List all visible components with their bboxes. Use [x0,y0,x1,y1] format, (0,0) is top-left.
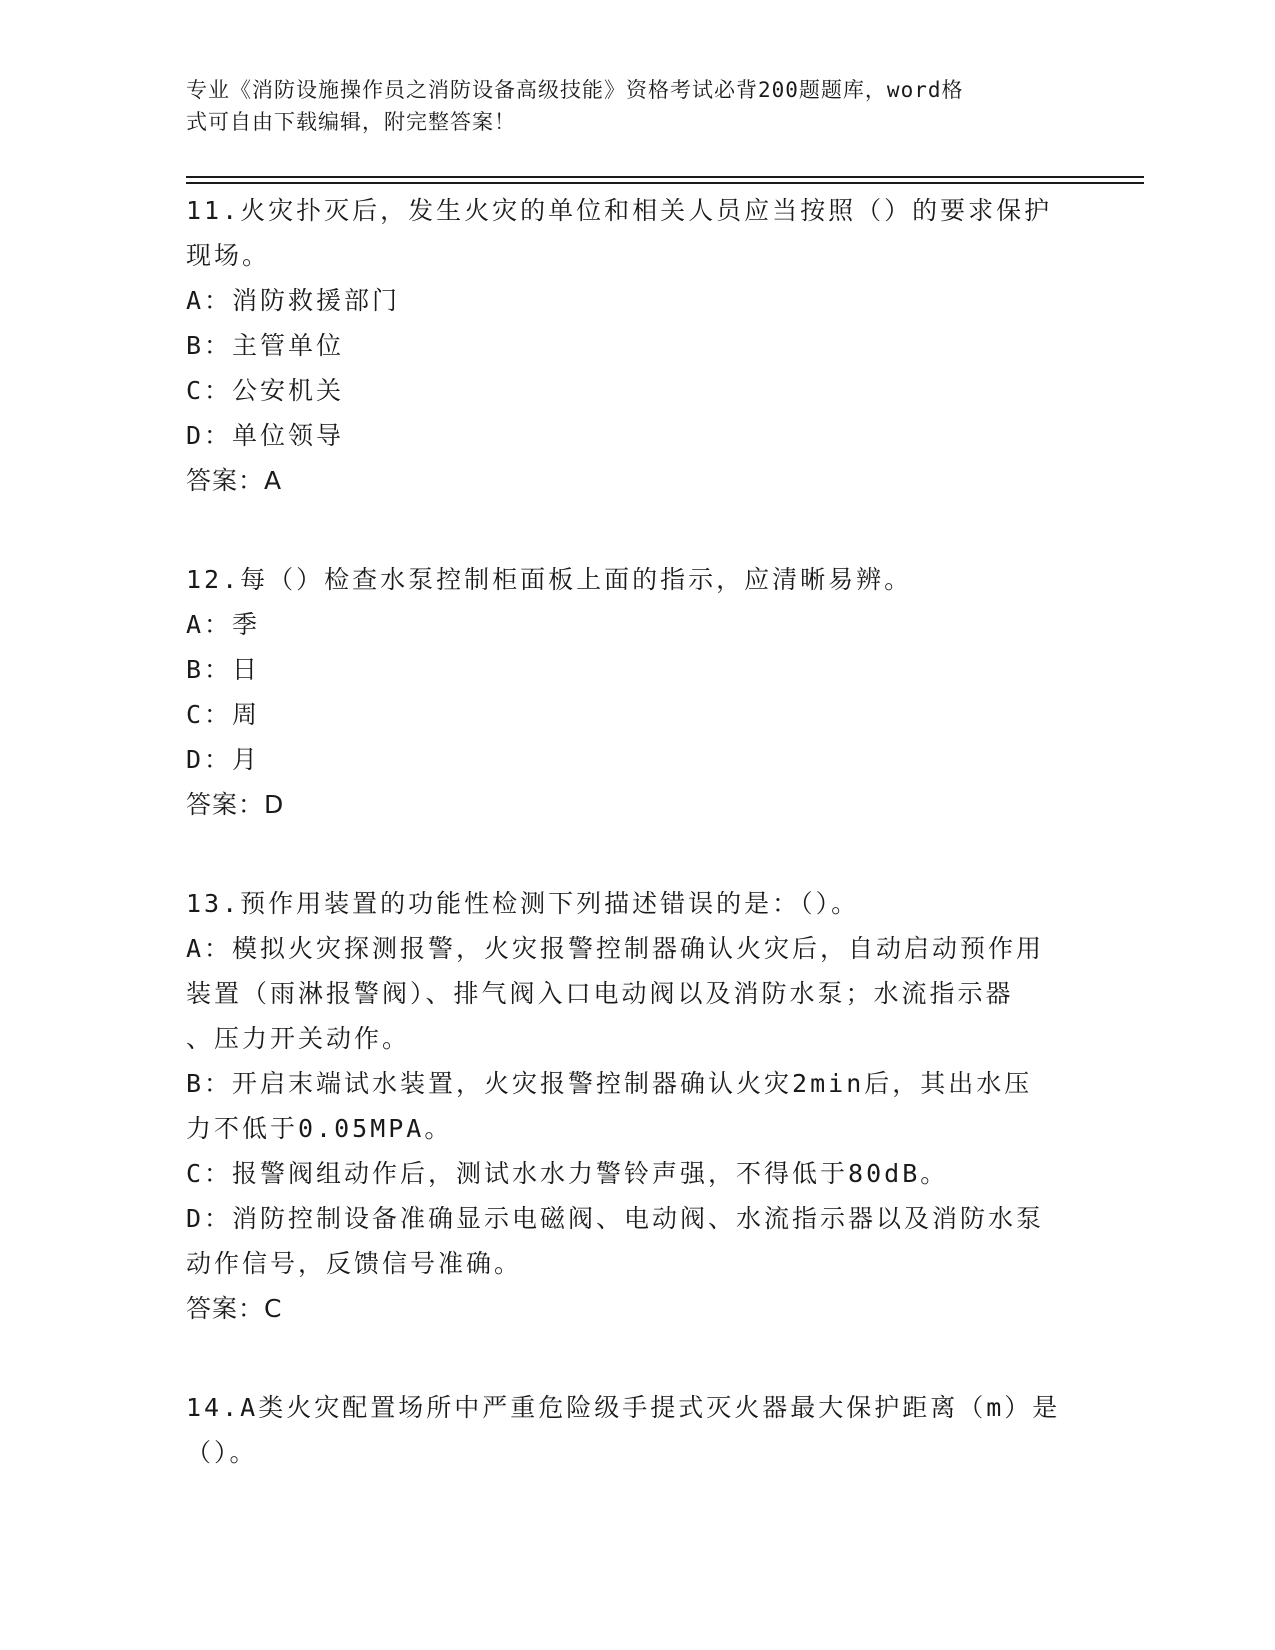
question-stem-line: 现场。 [186,241,271,270]
question-12 [186,557,1086,827]
answer-line: 答案：A [186,466,283,495]
option-b: B：日 [186,655,261,684]
document-header [186,74,1086,138]
option-a: A：消防救援部门 [186,286,401,315]
option-d: D：消防控制设备准确显示电磁阀、电动阀、水流指示器以及消防水泵 动作信号，反馈信号准确。 [186,1204,1045,1278]
header-divider-bottom [186,182,1144,184]
option-c: C：公安机关 [186,376,345,405]
question-stem-line: 13.预作用装置的功能性检测下列描述错误的是：（）。 [186,889,860,918]
question-13 [186,881,1086,1331]
option-c: C：报警阀组动作后，测试水水力警铃声强，不得低于80dB。 [186,1159,949,1188]
option-d: D：单位领导 [186,421,345,450]
answer-line: 答案：C [186,1294,283,1323]
option-c: C：周 [186,700,261,729]
question-stem-line: （）。 [186,1438,258,1467]
header-line-2: 式可自由下载编辑，附完整答案！ [186,110,516,134]
option-a: A：模拟火灾探测报警，火灾报警控制器确认火灾后，自动启动预作用 装置（雨淋报警阀）、排气阀入口电动阀以及消防水泵；水流指示器 、压力开关动作。 [186,934,1045,1053]
option-d: D：月 [186,745,261,774]
question-11 [186,188,1086,503]
header-line-1: 专业《消防设施操作员之消防设备高级技能》资格考试必背200题题库，word格 [186,78,964,102]
option-b: B：主管单位 [186,331,345,360]
question-stem-line: 14.A类火灾配置场所中严重危险级手提式灭火器最大保护距离（m）是 [186,1393,1061,1422]
question-stem-line: 12.每（）检查水泵控制柜面板上面的指示，应清晰易辨。 [186,565,913,594]
option-b: B：开启末端试水装置，火灾报警控制器确认火灾2min后，其出水压 力不低于0.05MPA。 [186,1069,1033,1143]
header-divider-top [186,176,1144,178]
question-14 [186,1385,1086,1475]
question-stem-line: 11.火灾扑灭后，发生火灾的单位和相关人员应当按照（）的要求保护 [186,196,1053,225]
question-list [186,188,1086,1529]
answer-line: 答案：D [186,790,285,819]
option-a: A：季 [186,610,261,639]
